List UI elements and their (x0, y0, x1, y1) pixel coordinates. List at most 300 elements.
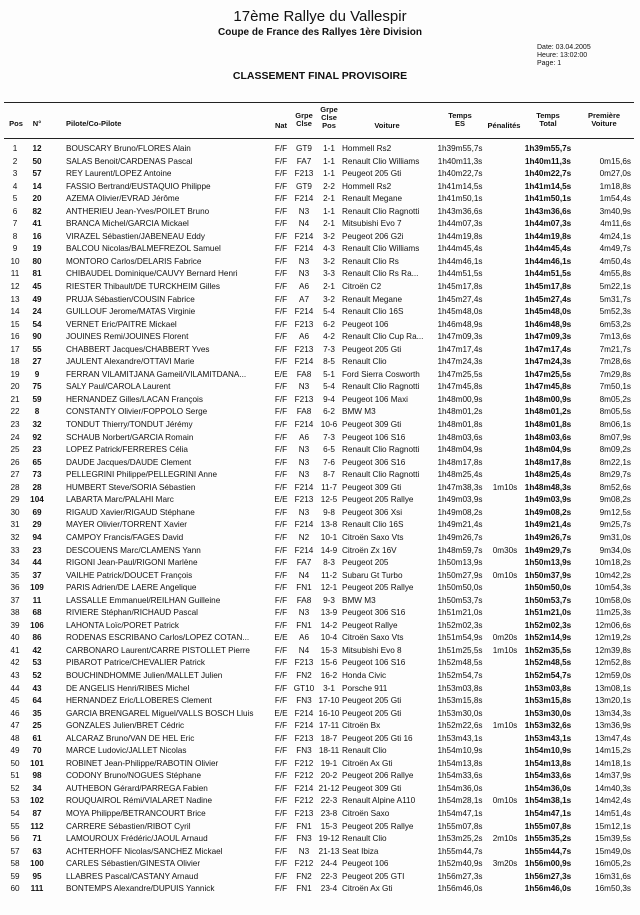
temps-es-cell: 1h40m22,7s (437, 169, 483, 179)
nat-cell: F/F (274, 382, 288, 392)
voiture-cell: Renault Clio (342, 357, 387, 367)
voiture-cell: Renault Clio Ragnotti (342, 445, 420, 455)
nat-cell: F/F (274, 407, 288, 417)
grpe-clse-cell: FN3 (296, 696, 312, 706)
number-cell: 92 (32, 432, 42, 442)
grpe-clse-cell: FA7 (296, 156, 312, 166)
header-bottom-rule (4, 138, 634, 139)
number-cell: 8 (34, 407, 40, 417)
table-row (0, 645, 640, 658)
temps-total-cell: 1h51m21,0s (524, 608, 572, 618)
temps-es-cell: 1h56m46,0s (437, 884, 483, 894)
table-row (0, 846, 640, 859)
grpe-clse-pos-cell: 1-1 (323, 156, 335, 166)
number-cell: 52 (32, 670, 42, 680)
number-cell: 75 (32, 382, 42, 392)
pos-cell: 31 (10, 520, 20, 530)
penalites-cell: 2m10s (492, 834, 518, 844)
pos-cell: 9 (12, 244, 18, 254)
temps-es-cell: 1h41m50,1s (437, 194, 483, 204)
number-cell: 59 (32, 394, 42, 404)
pos-cell: 10 (10, 256, 20, 266)
voiture-cell: Peugeot 309 Gti (342, 482, 402, 492)
grpe-clse-pos-cell: 21-13 (318, 846, 340, 856)
voiture-cell: Mitsubishi Evo 8 (342, 645, 402, 655)
pos-cell: 16 (10, 332, 20, 342)
grpe-clse-cell: F214 (294, 357, 314, 367)
temps-es-cell: 1h55m44,7s (437, 846, 483, 856)
pos-cell: 27 (10, 470, 20, 480)
pos-cell: 26 (10, 457, 20, 467)
grpe-clse-pos-cell: 1-1 (323, 144, 335, 153)
pilote-cell: JAULENT Alexandre/OTTAVI Marie (66, 357, 195, 367)
voiture-cell: Hommell Rs2 (342, 181, 392, 191)
temps-es-cell: 1h47m17,4s (437, 344, 483, 354)
voiture-cell: Renault Clio Ragnotti (342, 206, 420, 216)
grpe-clse-pos-cell: 10-4 (320, 633, 338, 643)
premiere-voiture-cell: 8m05,5s (599, 407, 631, 417)
temps-es-cell: 1h45m17,8s (437, 282, 483, 292)
pos-cell: 42 (10, 658, 20, 668)
grpe-clse-pos-cell: 9-3 (323, 595, 335, 605)
temps-es-cell: 1h44m07,3s (437, 219, 483, 229)
number-cell: 28 (32, 482, 42, 492)
number-cell: 69 (32, 507, 42, 517)
temps-total-cell: 1h48m25,4s (524, 470, 572, 480)
grpe-clse-cell: A6 (298, 332, 309, 342)
number-cell: 9 (34, 369, 40, 379)
number-cell: 64 (32, 696, 42, 706)
premiere-voiture-cell: 10m54,3s (595, 583, 631, 593)
nat-cell: E/E (274, 495, 288, 505)
premiere-voiture-cell: 9m08,2s (599, 495, 631, 505)
temps-total-cell: 1h44m45,4s (524, 244, 572, 254)
number-cell: 20 (32, 194, 42, 204)
temps-total-cell: 1h41m50,1s (524, 194, 572, 204)
nat-cell: F/F (274, 545, 288, 555)
table-row (0, 632, 640, 645)
pilote-cell: LAHONTA Loïc/PORET Patrick (66, 620, 179, 630)
table-row (0, 683, 640, 696)
pilote-cell: RODENAS ESCRIBANO Carlos/LOPEZ COTAN... (66, 633, 250, 643)
number-cell: 34 (32, 783, 42, 793)
nat-cell: F/F (274, 771, 288, 781)
grpe-clse-pos-cell: 20-2 (320, 771, 338, 781)
temps-total-cell: 1h50m37,9s (524, 570, 572, 580)
pilote-cell: CARRERE Sébastien/RIBOT Cyril (66, 821, 191, 831)
table-row (0, 595, 640, 608)
premiere-voiture-cell: 11m25,3s (595, 608, 631, 618)
number-cell: 98 (32, 771, 42, 781)
voiture-cell: Renault Clio Ragnotti (342, 382, 420, 392)
nat-cell: F/F (274, 532, 288, 542)
grpe-clse-cell: F213 (294, 319, 314, 329)
temps-es-cell: 1h49m03,9s (437, 495, 483, 505)
temps-es-cell: 1h46m48,9s (437, 319, 483, 329)
premiere-voiture-cell: 5m31,7s (599, 294, 631, 304)
temps-total-cell: 1h50m50,0s (524, 583, 572, 593)
grpe-clse-cell: FN1 (296, 884, 312, 894)
temps-es-cell: 1h52m22,6s (437, 721, 483, 731)
voiture-cell: Peugeot 205 Gti (342, 708, 402, 718)
grpe-clse-cell: N4 (298, 219, 310, 229)
pos-cell: 6 (12, 206, 18, 216)
temps-es-cell: 1h48m59,7s (437, 545, 483, 555)
nat-cell: E/E (274, 633, 288, 643)
number-cell: 29 (32, 520, 42, 530)
voiture-cell: Peugeot 106 (342, 859, 389, 869)
number-cell: 23 (32, 445, 42, 455)
penalites-cell: 0m10s (492, 796, 518, 806)
grpe-clse-pos-cell: 18-11 (318, 746, 340, 756)
grpe-clse-pos-cell: 15-3 (320, 821, 338, 831)
grpe-clse-cell: F214 (294, 244, 314, 254)
temps-es-cell: 1h40m11,3s (437, 156, 483, 166)
voiture-cell: Peugeot 205 Gti 16 (342, 733, 413, 743)
pilote-cell: ROBINET Jean-Philippe/RABOTIN Olivier (66, 758, 219, 768)
nat-cell: F/F (274, 269, 288, 279)
col-temps-total-line2: Total (539, 119, 557, 128)
table-row (0, 181, 640, 194)
voiture-cell: Citroën Saxo Vts (342, 532, 404, 542)
voiture-cell: Peugeot 206 G2i (342, 231, 404, 241)
temps-es-cell: 1h47m45,8s (437, 382, 483, 392)
temps-es-cell: 1h51m25,5s (437, 645, 483, 655)
pilote-cell: ACHTERHOFF Nicolas/SANCHEZ Mickael (66, 846, 223, 856)
pos-cell: 47 (10, 721, 20, 731)
temps-total-cell: 1h49m21,4s (524, 520, 572, 530)
table-row (0, 607, 640, 620)
grpe-clse-cell: F213 (294, 733, 314, 743)
temps-total-cell: 1h52m35,5s (524, 645, 572, 655)
temps-total-cell: 1h40m22,7s (524, 169, 572, 179)
temps-total-cell: 1h44m51,5s (524, 269, 572, 279)
voiture-cell: Mitsubishi Evo 7 (342, 219, 402, 229)
pilote-cell: MARCE Ludovic/JALLET Nicolas (66, 746, 187, 756)
table-row (0, 695, 640, 708)
nat-cell: F/F (274, 256, 288, 266)
number-cell: 43 (32, 683, 42, 693)
voiture-cell: Peugeot 205 Rallye (342, 495, 414, 505)
col-premiere-voiture (577, 112, 631, 128)
grpe-clse-cell: FA8 (296, 407, 312, 417)
pilote-cell: FASSIO Bertrand/EUSTAQUIO Philippe (66, 181, 211, 191)
pilote-cell: LLABRES Pascal/CASTANY Arnaud (66, 871, 199, 881)
print-meta (537, 44, 591, 68)
number-cell: 11 (32, 595, 42, 605)
pos-cell: 18 (10, 357, 20, 367)
nat-cell: F/F (274, 194, 288, 204)
pos-cell: 20 (10, 382, 20, 392)
grpe-clse-cell: F214 (294, 545, 314, 555)
pos-cell: 56 (10, 834, 20, 844)
grpe-clse-cell: GT9 (296, 181, 312, 191)
pos-cell: 40 (10, 633, 20, 643)
grpe-clse-cell: FA8 (296, 369, 312, 379)
temps-total-cell: 1h48m01,8s (524, 420, 572, 430)
grpe-clse-cell: F212 (294, 758, 314, 768)
pos-cell: 17 (10, 344, 20, 354)
premiere-voiture-cell: 12m52,8s (595, 658, 631, 668)
voiture-cell: Peugeot 205 Rallye (342, 583, 414, 593)
grpe-clse-pos-cell: 5-4 (323, 307, 335, 317)
pos-cell: 30 (10, 507, 20, 517)
grpe-clse-cell: N3 (298, 445, 310, 455)
grpe-clse-pos-cell: 6-5 (323, 445, 335, 455)
nat-cell: F/F (274, 558, 288, 568)
temps-es-cell: 1h44m45,4s (437, 244, 483, 254)
pos-cell: 1 (12, 144, 18, 153)
nat-cell: F/F (274, 219, 288, 229)
table-row (0, 545, 640, 558)
pilote-cell: PRUJA Sébastien/COUSIN Fabrice (66, 294, 195, 304)
grpe-clse-pos-cell: 19-1 (320, 758, 338, 768)
pilote-cell: PELLEGRINI Philippe/PELLEGRINI Anne (66, 470, 218, 480)
temps-total-cell: 1h50m13,9s (524, 558, 572, 568)
voiture-cell: Peugeot 205 Gti (342, 344, 402, 354)
temps-total-cell: 1h55m35,2s (524, 834, 572, 844)
table-row (0, 331, 640, 344)
premiere-voiture-cell: 7m21,7s (599, 344, 631, 354)
voiture-cell: Hommell Rs2 (342, 144, 392, 153)
table-row (0, 833, 640, 846)
grpe-clse-pos-cell: 16-10 (318, 708, 340, 718)
premiere-voiture-cell: 7m13,6s (599, 332, 631, 342)
pos-cell: 54 (10, 808, 20, 818)
table-row (0, 519, 640, 532)
premiere-voiture-cell: 9m31,0s (599, 532, 631, 542)
grpe-clse-cell: FN2 (296, 670, 312, 680)
number-cell: 54 (32, 319, 42, 329)
nat-cell: F/F (274, 570, 288, 580)
pos-cell: 52 (10, 783, 20, 793)
premiere-voiture-cell: 14m51,4s (595, 808, 631, 818)
grpe-clse-pos-cell: 7-3 (323, 432, 335, 442)
pos-cell: 5 (12, 194, 18, 204)
nat-cell: F/F (274, 457, 288, 467)
voiture-cell: Renault Clio Cup Ra... (342, 332, 424, 342)
temps-es-cell: 1h49m26,7s (437, 532, 483, 542)
nat-cell: F/F (274, 808, 288, 818)
col-grpe-clse-line1: Grpe (295, 111, 313, 120)
number-cell: 53 (32, 658, 42, 668)
pilote-cell: SALAS Benoit/CARDENAS Pascal (66, 156, 193, 166)
table-row (0, 494, 640, 507)
number-cell: 80 (32, 256, 42, 266)
grpe-clse-cell: N3 (298, 457, 310, 467)
col-pos: Pos (9, 119, 23, 128)
grpe-clse-cell: N3 (298, 608, 310, 618)
table-row (0, 821, 640, 834)
temps-es-cell: 1h47m25,5s (437, 369, 483, 379)
premiere-voiture-cell: 15m49,0s (595, 846, 631, 856)
page-number: Page: 1 (537, 60, 562, 67)
grpe-clse-cell: F214 (294, 783, 314, 793)
temps-total-cell: 1h54m38,1s (524, 796, 572, 806)
temps-es-cell: 1h44m46,1s (437, 256, 483, 266)
grpe-clse-pos-cell: 15-3 (320, 645, 338, 655)
grpe-clse-cell: GT10 (293, 683, 315, 693)
temps-total-cell: 1h50m53,7s (524, 595, 572, 605)
table-row (0, 657, 640, 670)
pilote-cell: DESCOUENS Marc/CLAMENS Yann (66, 545, 201, 555)
voiture-cell: Citroën Zx 16V (342, 545, 397, 555)
number-cell: 109 (30, 583, 44, 593)
nat-cell: F/F (274, 432, 288, 442)
col-nat: Nat (274, 121, 288, 130)
grpe-clse-pos-cell: 9-4 (323, 394, 335, 404)
number-cell: 25 (32, 721, 42, 731)
nat-cell: F/F (274, 859, 288, 869)
voiture-cell: Peugeot 306 S16 (342, 608, 406, 618)
temps-es-cell: 1h53m15,8s (437, 696, 483, 706)
voiture-cell: Citroën Saxo Vts (342, 633, 404, 643)
pilote-cell: RIGONI Jean-Paul/RIGONI Marlène (66, 558, 198, 568)
temps-es-cell: 1h54m10,9s (437, 746, 483, 756)
grpe-clse-pos-cell: 24-4 (320, 859, 338, 869)
premiere-voiture-cell: 5m22,1s (599, 282, 631, 292)
grpe-clse-pos-cell: 23-4 (320, 884, 338, 894)
col-premiere-line2: Voiture (591, 119, 617, 128)
number-cell: 35 (32, 708, 42, 718)
pos-cell: 12 (10, 282, 20, 292)
grpe-clse-cell: F213 (294, 658, 314, 668)
pilote-cell: CARLES Sébastien/GINESTA Olivier (66, 859, 201, 869)
nat-cell: F/F (274, 294, 288, 304)
voiture-cell: Citroën Ax Gti (342, 758, 393, 768)
nat-cell: F/F (274, 595, 288, 605)
voiture-cell: Citroën Ax Gti (342, 884, 393, 894)
number-cell: 61 (32, 733, 42, 743)
temps-total-cell: 1h52m02,3s (524, 620, 572, 630)
col-grpe-clse-pos-line1: Grpe (320, 105, 338, 114)
premiere-voiture-cell: 7m50,1s (599, 382, 631, 392)
pilote-cell: ANTHERIEU Jean-Yves/POILET Bruno (66, 206, 210, 216)
voiture-cell: Subaru Gt Turbo (342, 570, 403, 580)
table-row (0, 444, 640, 457)
grpe-clse-cell: N3 (298, 269, 310, 279)
number-cell: 12 (32, 144, 42, 153)
grpe-clse-pos-cell: 17-10 (318, 696, 340, 706)
pilote-cell: BRANCA Michel/GARCIA Mickael (66, 219, 189, 229)
number-cell: 87 (32, 808, 42, 818)
table-row (0, 708, 640, 721)
temps-total-cell: 1h48m00,9s (524, 394, 572, 404)
pilote-cell: CHIBAUDEL Dominique/CAUVY Bernard Henri (66, 269, 238, 279)
temps-es-cell: 1h47m24,3s (437, 357, 483, 367)
nat-cell: F/F (274, 834, 288, 844)
col-temps-es (432, 112, 488, 128)
table-row (0, 218, 640, 231)
temps-es-cell: 1h47m38,3s (437, 482, 483, 492)
temps-es-cell: 1h54m28,1s (437, 796, 483, 806)
pos-cell: 38 (10, 608, 20, 618)
table-row (0, 557, 640, 570)
grpe-clse-pos-cell: 8-7 (323, 470, 335, 480)
temps-es-cell: 1h55m07,8s (437, 821, 483, 831)
temps-total-cell: 1h49m26,7s (524, 532, 572, 542)
pilote-cell: LAMOUROUX Frédéric/JAOUL Arnaud (66, 834, 208, 844)
temps-es-cell: 1h48m00,9s (437, 394, 483, 404)
grpe-clse-pos-cell: 5-1 (323, 369, 335, 379)
temps-es-cell: 1h53m03,8s (437, 683, 483, 693)
grpe-clse-cell: FN3 (296, 746, 312, 756)
number-cell: 65 (32, 457, 42, 467)
pilote-cell: AZEMA Olivier/EVRAD Jérôme (66, 194, 180, 204)
nat-cell: F/F (274, 683, 288, 693)
voiture-cell: Renault Clio Rs (342, 256, 399, 266)
grpe-clse-cell: N4 (298, 570, 310, 580)
grpe-clse-pos-cell: 1-1 (323, 169, 335, 179)
pilote-cell: HERNANDEZ Gilles/LACAN François (66, 394, 203, 404)
grpe-clse-pos-cell: 22-3 (320, 796, 338, 806)
pilote-cell: LASSALLE Emmanuel/REILHAN Guilleine (66, 595, 221, 605)
grpe-clse-pos-cell: 17-11 (318, 721, 340, 731)
pilote-cell: PIBAROT Patrice/CHEVALIER Patrick (66, 658, 205, 668)
results-table-body (0, 143, 640, 896)
voiture-cell: Renault Clio Rs Ra... (342, 269, 419, 279)
penalites-cell: 0m30s (492, 545, 518, 555)
premiere-voiture-cell: 9m12,5s (599, 507, 631, 517)
nat-cell: F/F (274, 620, 288, 630)
nat-cell: F/F (274, 319, 288, 329)
nat-cell: F/F (274, 658, 288, 668)
temps-es-cell: 1h52m54,7s (437, 670, 483, 680)
nat-cell: F/F (274, 721, 288, 731)
grpe-clse-pos-cell: 14-9 (320, 545, 338, 555)
pos-cell: 33 (10, 545, 20, 555)
pos-cell: 34 (10, 558, 20, 568)
pos-cell: 58 (10, 859, 20, 869)
voiture-cell: Peugeot Rallye (342, 620, 398, 630)
pos-cell: 24 (10, 432, 20, 442)
premiere-voiture-cell: 1m18,8s (599, 181, 631, 191)
col-grpe-clse-line2: Clse (296, 119, 312, 128)
grpe-clse-pos-cell: 12-1 (320, 583, 338, 593)
temps-total-cell: 1h48m48,3s (524, 482, 572, 492)
pos-cell: 19 (10, 369, 20, 379)
pilote-cell: GARCIA BRENGAREL Miguel/VALLS BOSCH Lluis (66, 708, 254, 718)
nat-cell: F/F (274, 144, 288, 153)
table-row (0, 720, 640, 733)
number-cell: 45 (32, 282, 42, 292)
premiere-voiture-cell: 15m12,1s (595, 821, 631, 831)
temps-total-cell: 1h45m27,4s (524, 294, 572, 304)
grpe-clse-cell: A6 (298, 282, 309, 292)
nat-cell: F/F (274, 420, 288, 430)
temps-total-cell: 1h54m13,8s (524, 758, 572, 768)
pilote-cell: LOPEZ Patrick/FERRERES Célia (66, 445, 188, 455)
table-row (0, 256, 640, 269)
grpe-clse-pos-cell: 2-1 (323, 194, 335, 204)
temps-total-cell: 1h43m36,6s (524, 206, 572, 216)
temps-total-cell: 1h47m17,4s (524, 344, 572, 354)
pilote-cell: CONSTANTY Olivier/FOPPOLO Serge (66, 407, 208, 417)
number-cell: 57 (32, 169, 42, 179)
grpe-clse-cell: FN1 (296, 583, 312, 593)
pilote-cell: BOUCHINDHOMME Julien/MALLET Julien (66, 670, 223, 680)
table-row (0, 344, 640, 357)
document-title: 17ème Rallye du Vallespir (233, 8, 407, 25)
temps-es-cell: 1h54m36,0s (437, 783, 483, 793)
table-row (0, 570, 640, 583)
col-premiere-line1: Première (587, 111, 621, 120)
nat-cell: F/F (274, 357, 288, 367)
premiere-voiture-cell: 15m39,5s (595, 834, 631, 844)
pos-cell: 41 (10, 645, 20, 655)
voiture-cell: Renault Clio (342, 834, 387, 844)
grpe-clse-cell: A6 (298, 432, 309, 442)
